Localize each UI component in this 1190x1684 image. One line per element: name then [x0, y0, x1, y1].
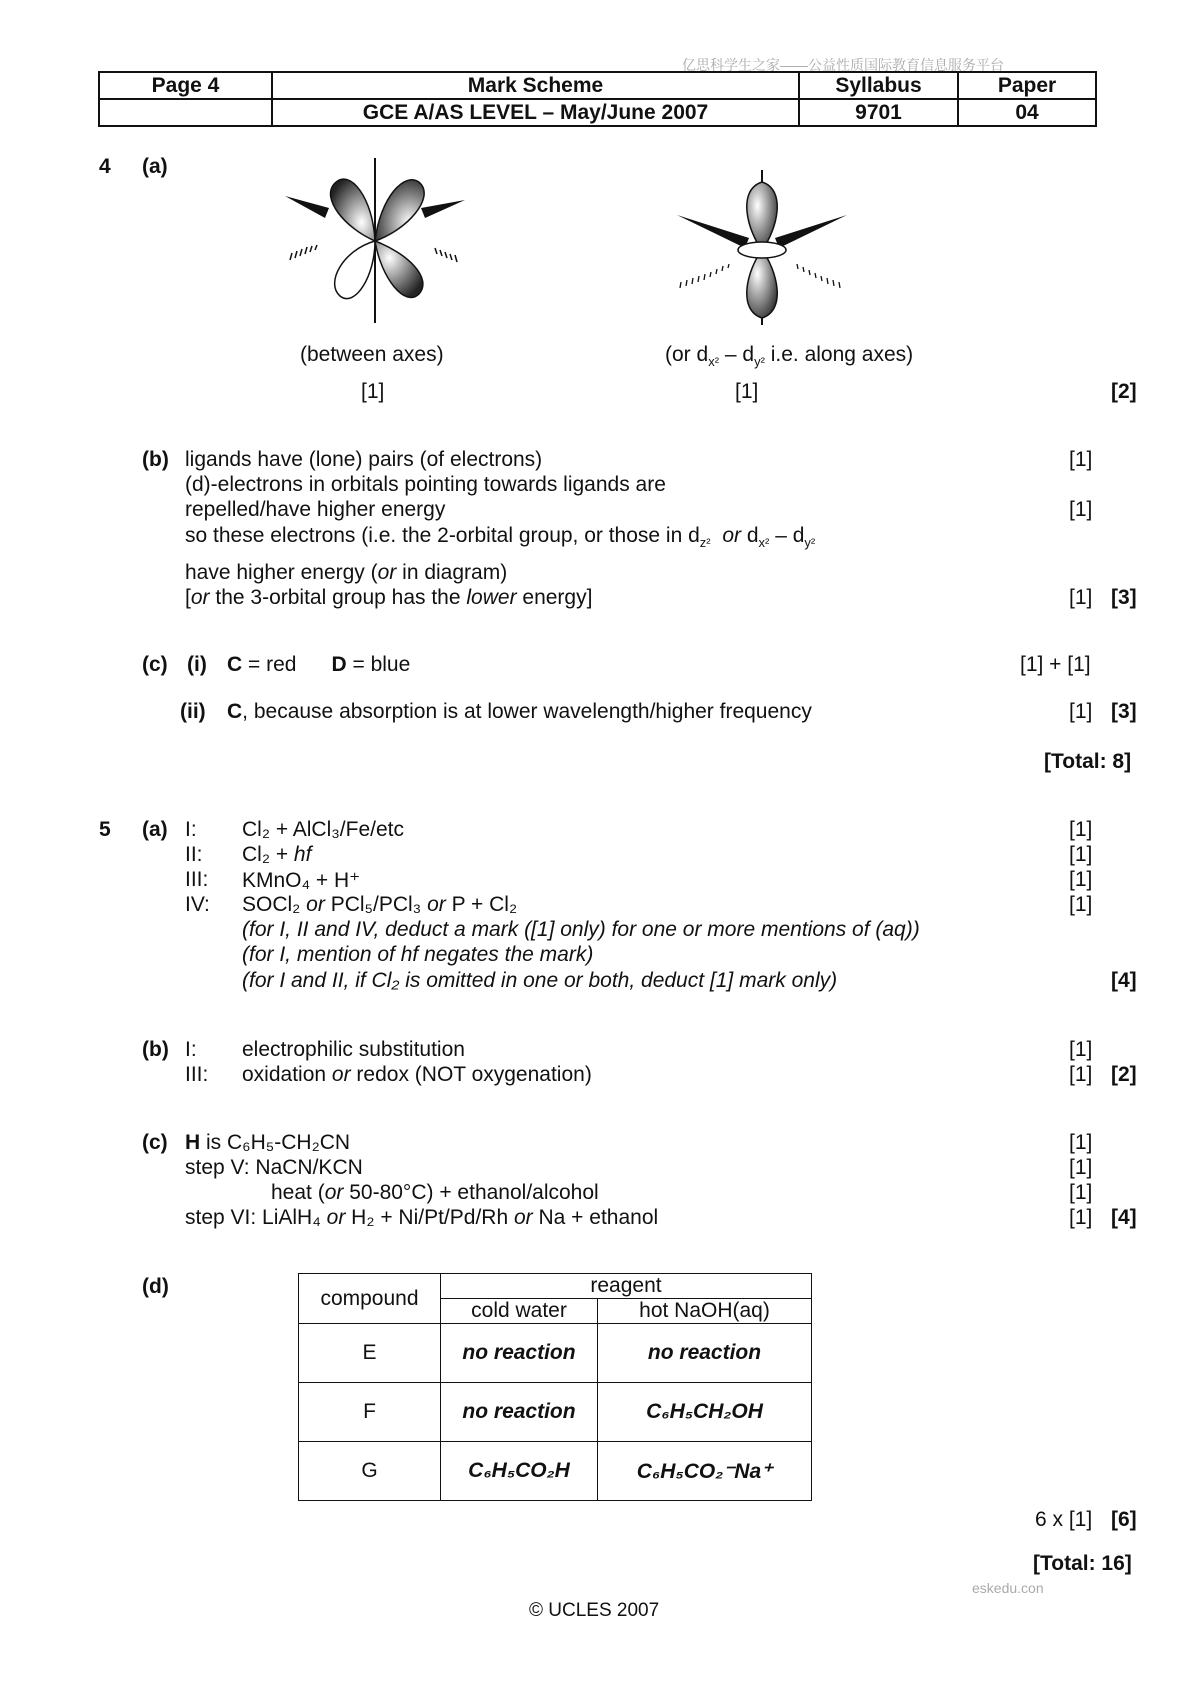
q5c4-mark: [1] — [1069, 1206, 1093, 1229]
q5a1-mark: [1] — [1069, 818, 1093, 841]
th-compound: compound — [299, 1274, 441, 1324]
q5b-total: [2] — [1111, 1063, 1137, 1086]
th-hot-naoh: hot NaOH(aq) — [598, 1299, 812, 1324]
watermark-bottom: eskedu.con — [972, 1580, 1044, 1596]
q5c1-text: H is C₆H₅-CH₂CN — [185, 1131, 351, 1154]
d-orbital-along-axes-diagram — [675, 170, 850, 325]
header-paper: 04 — [958, 99, 1096, 126]
caption-along-axes: (or $d_{x^2} - d_{y^2}$ i.e. along axes) — [665, 343, 914, 370]
header-title: Mark Scheme — [272, 72, 799, 99]
q5-number: 5 — [99, 818, 111, 841]
q5b1-text: electrophilic substitution — [242, 1038, 465, 1061]
q5b2-mark: [1] — [1069, 1063, 1093, 1086]
q5a3-mark: [1] — [1069, 868, 1093, 891]
q5c2-text: step V: NaCN/KCN — [185, 1156, 363, 1179]
q4cii-text: C, because absorption is at lower wavelength/higher frequency — [227, 700, 812, 723]
q5a-total: [4] — [1111, 969, 1137, 992]
q4b-label: (b) — [142, 448, 169, 471]
q4b-mark3: [1] — [1069, 498, 1093, 521]
q4b-line4: so these electrons (i.e. the 2-orbital group, or those in $d_{z^2}$ or $d_{x^2} - d_{y^2}$ — [185, 524, 816, 551]
q5b2-label: III: — [185, 1063, 209, 1086]
header-syllabus: 9701 — [799, 99, 958, 126]
q5a1-text: Cl₂ + AlCl₃/Fe/etc — [242, 818, 405, 841]
q4a-label: (a) — [142, 155, 168, 178]
q5a4-text: SOCl₂ or PCl₅/PCl₃ or P + Cl₂ — [242, 893, 518, 916]
th-cold-water: cold water — [441, 1299, 598, 1324]
q4cii-label: (ii) — [180, 700, 206, 723]
q5a-label: (a) — [142, 818, 168, 841]
q5a-note1: (for I, II and IV, deduct a mark ([1] only) for one or more mentions of (aq)) — [242, 918, 920, 941]
table-row — [299, 1383, 812, 1442]
cell-hot: no reaction — [598, 1324, 812, 1383]
q4b-mark6: [1] — [1069, 586, 1093, 609]
watermark-top: 亿思科学生之家——公益性质国际教育信息服务平台 — [682, 57, 1004, 73]
header-empty — [99, 99, 272, 126]
q5a2-mark: [1] — [1069, 843, 1093, 866]
q5a3-label: III: — [185, 868, 209, 891]
q5a-note3: (for I and II, if Cl₂ is omitted in one or both, deduct [1] mark only) — [242, 969, 838, 992]
q4b-line1: ligands have (lone) pairs (of electrons) — [185, 448, 543, 471]
q5c3-mark: [1] — [1069, 1181, 1093, 1204]
header-page: Page 4 — [99, 72, 272, 99]
q4c-total: [3] — [1111, 700, 1137, 723]
d-orbital-between-axes-diagram — [285, 158, 465, 323]
caption-between-axes: (between axes) — [300, 343, 444, 366]
q4b-line5: have higher energy (or in diagram) — [185, 561, 508, 584]
q4a-total: [2] — [1111, 380, 1137, 403]
q5a3-text: KMnO₄ + H⁺ — [242, 869, 361, 892]
th-reagent: reagent — [441, 1274, 812, 1299]
q4ci-mark: [1] + [1] — [1020, 653, 1091, 676]
mark-right: [1] — [735, 380, 759, 403]
q4b-line6: [or the 3-orbital group has the lower energy] — [185, 586, 593, 609]
q4b-line2: (d)-electrons in orbitals pointing towards ligands are — [185, 473, 666, 496]
header-syllabus-label: Syllabus — [799, 72, 958, 99]
footer-copyright: © UCLES 2007 — [529, 1600, 660, 1621]
q5a-note2: (for I, mention of hf negates the mark) — [242, 943, 594, 966]
q5b-label: (b) — [142, 1038, 169, 1061]
q5a4-label: IV: — [185, 893, 210, 916]
q5b2-text: oxidation or redox (NOT oxygenation) — [242, 1063, 592, 1086]
q5-total: [Total: 16] — [1033, 1552, 1132, 1575]
q4b-mark1: [1] — [1069, 448, 1093, 471]
cell-hot: C₆H₅CO₂⁻Na⁺ — [598, 1442, 812, 1501]
cell-compound: F — [299, 1383, 441, 1442]
q5c-label: (c) — [142, 1131, 168, 1154]
q5b1-mark: [1] — [1069, 1038, 1093, 1061]
q4ci-text: C = red D = blue — [227, 653, 411, 676]
q5d-label: (d) — [142, 1275, 169, 1298]
q4b-line3: repelled/have higher energy — [185, 498, 446, 521]
q4b-total: [3] — [1111, 586, 1137, 609]
cell-cold: no reaction — [441, 1383, 598, 1442]
q5a1-label: I: — [185, 818, 197, 841]
cell-compound: E — [299, 1324, 441, 1383]
q5b1-label: I: — [185, 1038, 197, 1061]
header-exam: GCE A/AS LEVEL – May/June 2007 — [272, 99, 799, 126]
q5a2-text: Cl₂ + hf — [242, 843, 312, 866]
q5c1-mark: [1] — [1069, 1131, 1093, 1154]
q5c4-text: step VI: LiAlH₄ or H₂ + Ni/Pt/Pd/Rh or Na + ethanol — [185, 1206, 659, 1229]
q4-total: [Total: 8] — [1044, 750, 1132, 773]
q5c3-text: heat (or 50-80°C) + ethanol/alcohol — [271, 1181, 599, 1204]
q5c2-mark: [1] — [1069, 1156, 1093, 1179]
q5d-total: [6] — [1111, 1508, 1137, 1531]
q4ci-label: (i) — [187, 653, 207, 676]
q5d-marks: 6 x [1] — [1035, 1508, 1093, 1531]
cell-cold: C₆H₅CO₂H — [441, 1442, 598, 1501]
q4c-label: (c) — [142, 653, 168, 676]
mark-left: [1] — [361, 380, 385, 403]
table-row — [299, 1324, 812, 1383]
header-paper-label: Paper — [958, 72, 1096, 99]
q4cii-mark: [1] — [1069, 700, 1093, 723]
q4-number: 4 — [99, 155, 111, 178]
q5a4-mark: [1] — [1069, 893, 1093, 916]
q5c-total: [4] — [1111, 1206, 1137, 1229]
table-row — [299, 1442, 812, 1501]
cell-hot: C₆H₅CH₂OH — [598, 1383, 812, 1442]
reaction-table — [298, 1273, 812, 1501]
cell-compound: G — [299, 1442, 441, 1501]
header-table — [98, 71, 1097, 127]
q5a2-label: II: — [185, 843, 203, 866]
cell-cold: no reaction — [441, 1324, 598, 1383]
